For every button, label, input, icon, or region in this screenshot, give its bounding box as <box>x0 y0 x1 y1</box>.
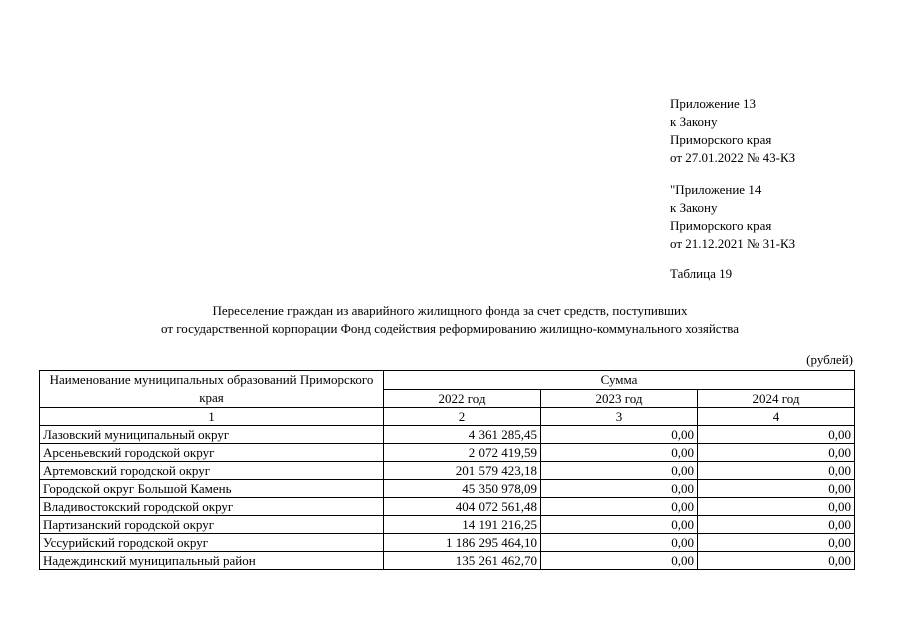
column-header-2023: 2023 год <box>541 389 698 408</box>
table-number: Таблица 19 <box>670 266 733 281</box>
row-amount-2022: 14 191 216,25 <box>384 516 541 534</box>
column-number-4: 4 <box>698 408 855 426</box>
table-row <box>40 534 855 552</box>
row-amount-2023: 0,00 <box>541 552 698 570</box>
row-amount-2023: 0,00 <box>541 462 698 480</box>
column-number-3: 3 <box>541 408 698 426</box>
appendix-14-law: к Закону <box>670 200 718 215</box>
document-title-line-2: от государственной корпорации Фонд содействия реформированию жилищно-коммунального хозяйства <box>161 321 739 336</box>
appendix-13-block <box>670 95 890 167</box>
row-amount-2023: 0,00 <box>541 444 698 462</box>
row-municipality-name: Партизанский городской округ <box>40 516 384 534</box>
column-number-1: 1 <box>40 408 384 426</box>
row-municipality-name: Уссурийский городской округ <box>40 534 384 552</box>
row-municipality-name: Артемовский городской округ <box>40 462 384 480</box>
row-amount-2022: 1 186 295 464,10 <box>384 534 541 552</box>
units-label: (рублей) <box>806 352 853 367</box>
row-amount-2023: 0,00 <box>541 534 698 552</box>
table-row <box>40 426 855 444</box>
table-row <box>40 462 855 480</box>
row-municipality-name: Городской округ Большой Камень <box>40 480 384 498</box>
row-amount-2024: 0,00 <box>698 552 855 570</box>
appendix-13-region: Приморского края <box>670 132 772 147</box>
appendix-13-law: к Закону <box>670 114 718 129</box>
header-row-top <box>40 371 855 390</box>
appendix-13-date: от 27.01.2022 № 43-КЗ <box>670 150 796 165</box>
row-amount-2024: 0,00 <box>698 462 855 480</box>
appendix-14-block <box>670 181 890 253</box>
column-header-sum: Сумма <box>384 371 855 390</box>
row-municipality-name: Владивостокский городской округ <box>40 498 384 516</box>
appendix-13-title: Приложение 13 <box>670 96 757 111</box>
row-amount-2023: 0,00 <box>541 516 698 534</box>
row-amount-2022: 4 361 285,45 <box>384 426 541 444</box>
column-number-2: 2 <box>384 408 541 426</box>
document-title-line-1: Переселение граждан из аварийного жилищного фонда за счет средств, поступивших <box>212 303 688 318</box>
table-row <box>40 498 855 516</box>
row-amount-2024: 0,00 <box>698 516 855 534</box>
row-amount-2022: 404 072 561,48 <box>384 498 541 516</box>
row-amount-2022: 135 261 462,70 <box>384 552 541 570</box>
column-header-2022: 2022 год <box>384 389 541 408</box>
row-amount-2024: 0,00 <box>698 444 855 462</box>
appendix-14-date: от 21.12.2021 № 31-КЗ <box>670 236 796 251</box>
row-municipality-name: Надеждинский муниципальный район <box>40 552 384 570</box>
appendix-14-region: Приморского края <box>670 218 772 233</box>
row-amount-2024: 0,00 <box>698 498 855 516</box>
appendix-14-title: "Приложение 14 <box>670 182 762 197</box>
row-amount-2024: 0,00 <box>698 426 855 444</box>
row-amount-2023: 0,00 <box>541 480 698 498</box>
column-number-row <box>40 408 855 426</box>
table-row <box>40 480 855 498</box>
column-header-name: Наименование муниципальных образований Приморского края <box>40 371 384 408</box>
table-row <box>40 444 855 462</box>
table-row <box>40 516 855 534</box>
table-row <box>40 552 855 570</box>
row-amount-2024: 0,00 <box>698 480 855 498</box>
row-amount-2023: 0,00 <box>541 498 698 516</box>
budget-table <box>39 370 855 570</box>
row-municipality-name: Арсеньевский городской округ <box>40 444 384 462</box>
row-amount-2024: 0,00 <box>698 534 855 552</box>
row-municipality-name: Лазовский муниципальный округ <box>40 426 384 444</box>
row-amount-2022: 2 072 419,59 <box>384 444 541 462</box>
column-header-2024: 2024 год <box>698 389 855 408</box>
row-amount-2022: 45 350 978,09 <box>384 480 541 498</box>
row-amount-2022: 201 579 423,18 <box>384 462 541 480</box>
row-amount-2023: 0,00 <box>541 426 698 444</box>
